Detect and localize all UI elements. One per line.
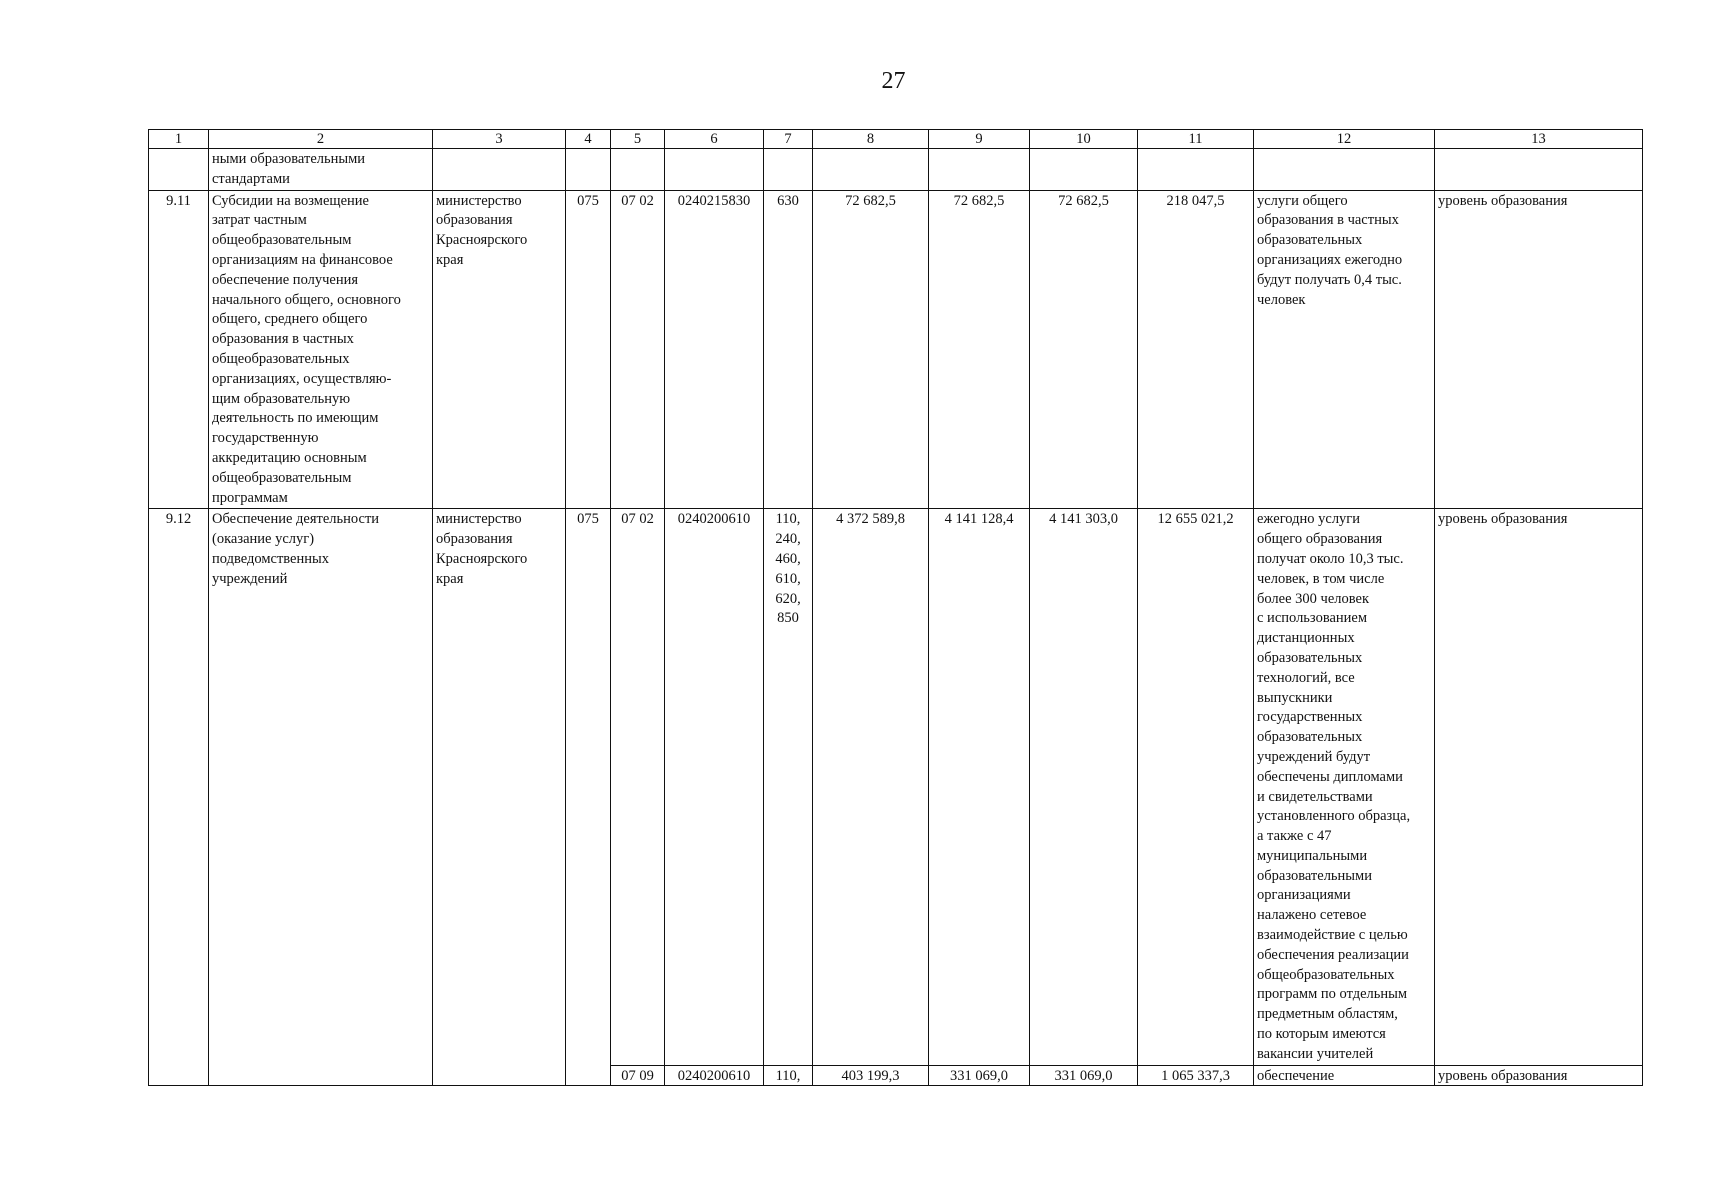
cell-vr: 630 [764,190,813,509]
header-cell: 3 [433,130,566,149]
cell-vr: 110, 240, 460, 610, 620, 850 [764,509,813,1065]
cell-level: уровень образования [1435,1065,1643,1085]
cell-year1: 72 682,5 [813,190,929,509]
cell-empty [149,149,209,191]
cell-executor: министерство образования Красноярского края [433,509,566,1085]
cell-year2: 331 069,0 [929,1065,1030,1085]
cell-csr: 0240215830 [665,190,764,509]
budget-table [148,129,1643,1086]
cell-empty [433,149,566,191]
header-cell: 7 [764,130,813,149]
cell-level: уровень образования [1435,509,1643,1065]
cell-item-name: Обеспечение деятельности (оказание услуг) подведомственных учреждений [209,509,433,1085]
header-cell: 9 [929,130,1030,149]
header-cell: 2 [209,130,433,149]
header-cell: 12 [1254,130,1435,149]
cell-grbs: 075 [566,509,611,1085]
cell-year3: 4 141 303,0 [1030,509,1138,1065]
header-cell: 13 [1435,130,1643,149]
cell-year3: 72 682,5 [1030,190,1138,509]
cell-item-number: 9.12 [149,509,209,1085]
header-cell: 5 [611,130,665,149]
cell-empty [929,149,1030,191]
cell-empty [665,149,764,191]
page-number: 27 [881,68,906,94]
cell-empty [1030,149,1138,191]
cell-vr: 110, [764,1065,813,1085]
cell-csr: 0240200610 [665,1065,764,1085]
cell-empty [813,149,929,191]
cell-empty [566,149,611,191]
cell-rzpr: 07 02 [611,190,665,509]
cell-csr: 0240200610 [665,509,764,1065]
cell-rzpr: 07 09 [611,1065,665,1085]
cell-result: ежегодно услуги общего образования получат около 10,3 тыс. человек, в том числе более 300 человек с использованием дистанционных образовательных технологий, все выпускники государственных образовательных учреждений будут обеспечены дипломами и свидетельствами установленного образца, а также с 47 муниципальными образовательными организациями налажено сетевое взаимодействие с целью обеспечения реализации общеобразовательных программ по отдельным предметным областям, по которым имеются вакансии учителей [1254,509,1435,1065]
cell-empty [1254,149,1435,191]
header-cell: 8 [813,130,929,149]
cell-year3: 331 069,0 [1030,1065,1138,1085]
cell-total: 218 047,5 [1138,190,1254,509]
table-row-continuation [149,149,1643,191]
cell-result: услуги общего образования в частных образовательных организациях ежегодно будут получать 0,4 тыс. человек [1254,190,1435,509]
cell-year2: 4 141 128,4 [929,509,1030,1065]
cell-grbs: 075 [566,190,611,509]
cell-rzpr: 07 02 [611,509,665,1065]
header-cell: 6 [665,130,764,149]
cell-item-number: 9.11 [149,190,209,509]
cell-empty [611,149,665,191]
header-cell: 10 [1030,130,1138,149]
cell-year1: 403 199,3 [813,1065,929,1085]
cell-result: обеспечение [1254,1065,1435,1085]
cell-total: 12 655 021,2 [1138,509,1254,1065]
cell-empty [1435,149,1643,191]
cell-empty [1138,149,1254,191]
table-row-9-11 [149,190,1643,509]
cell-year1: 4 372 589,8 [813,509,929,1065]
header-cell: 4 [566,130,611,149]
header-cell: 1 [149,130,209,149]
cell-item-name: Субсидии на возмещение затрат частным общеобразовательным организациям на финансовое обеспечение получения начального общего, основного общего, среднего общего образования в частных общеобразовательных организациях, осуществляю- щим образовательную деятельность по имеющим государственную аккредитацию основным общеобразовательным программам [209,190,433,509]
header-cell: 11 [1138,130,1254,149]
cell-executor: министерство образования Красноярского края [433,190,566,509]
cell-level: уровень образования [1435,190,1643,509]
cell-year2: 72 682,5 [929,190,1030,509]
cell-total: 1 065 337,3 [1138,1065,1254,1085]
header-row [149,130,1643,149]
cell-empty [764,149,813,191]
cell-name-continuation: ными образовательными стандартами [209,149,433,191]
table-row-9-12 [149,509,1643,1065]
